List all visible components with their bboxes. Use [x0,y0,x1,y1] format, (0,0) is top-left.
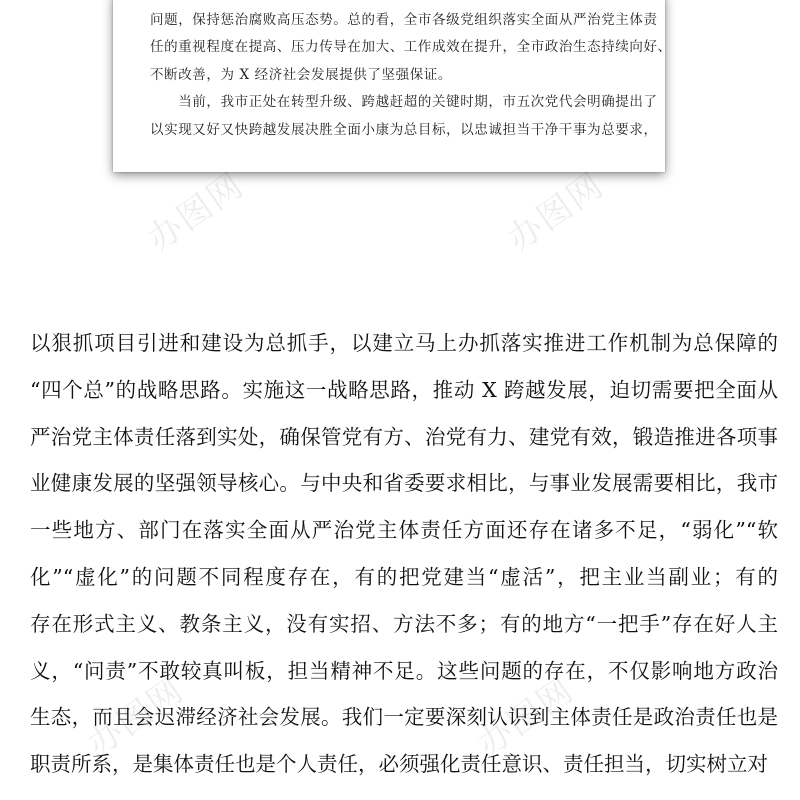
watermark: 办图网 [140,165,252,260]
body-line: 一些地方、部门在落实全面从严治党主体责任方面还存在诸多不足，“弱化”“软 [30,518,778,543]
body-line: “四个总”的战略思路。实施这一战略思路，推动 X 跨越发展，迫切需要把全面从 [30,377,778,402]
preview-line: 任的重视程度在提高、压力传导在加大、工作成效在提升，全市政治生态持续向好、 [150,39,672,55]
watermark: 办图网 [470,670,582,765]
watermark: 办图网 [500,165,612,260]
body-line: 存在形式主义、教条主义，没有实招、方法不多；有的地方“一把手”存在好人主 [30,611,778,636]
document-body [30,320,778,777]
preview-line: 当前，我市正处在转型升级、跨越赶超的关键时期，市五次党代会明确提出了 [150,94,658,110]
watermark: 办图网 [80,670,192,765]
body-line: 严治党主体责任落到实处，确保管党有方、治党有力、建党有效，锻造推进各项事 [30,424,778,449]
body-line: 业健康发展的坚强领导核心。与中央和省委要求相比，与事业发展需要相比，我市 [30,471,778,496]
page-preview-text [150,0,672,144]
body-line: 职责所系，是集体责任也是个人责任，必须强化责任意识、责任担当，切实树立对 [30,752,768,777]
preview-line-cut [150,0,630,7]
preview-line: 不断改善，为 X 经济社会发展提供了坚强保证。 [150,66,452,83]
body-line: 以狠抓项目引进和建设为总抓手，以建立马上办抓落实推进工作机制为总保障的 [30,331,778,355]
body-line: 生态，而且会迟滞经济社会发展。我们一定要深刻认识到主体责任是政治责任也是 [30,705,778,730]
page-preview-card [113,0,672,172]
body-line: 义，“问责”不敢较真叫板，担当精神不足。这些问题的存在，不仅影响地方政治 [30,658,778,683]
preview-line: 问题，保持惩治腐败高压态势。总的看，全市各级党组织落实全面从严治党主体责 [150,11,658,28]
preview-line: 以实现又好又快跨越发展决胜全面小康为总目标，以忠诚担当干净干事为总要求， [150,121,658,138]
body-line: 化”“虚化”的问题不同程度存在，有的把党建当“虚活”，把主业当副业；有的 [30,564,778,589]
